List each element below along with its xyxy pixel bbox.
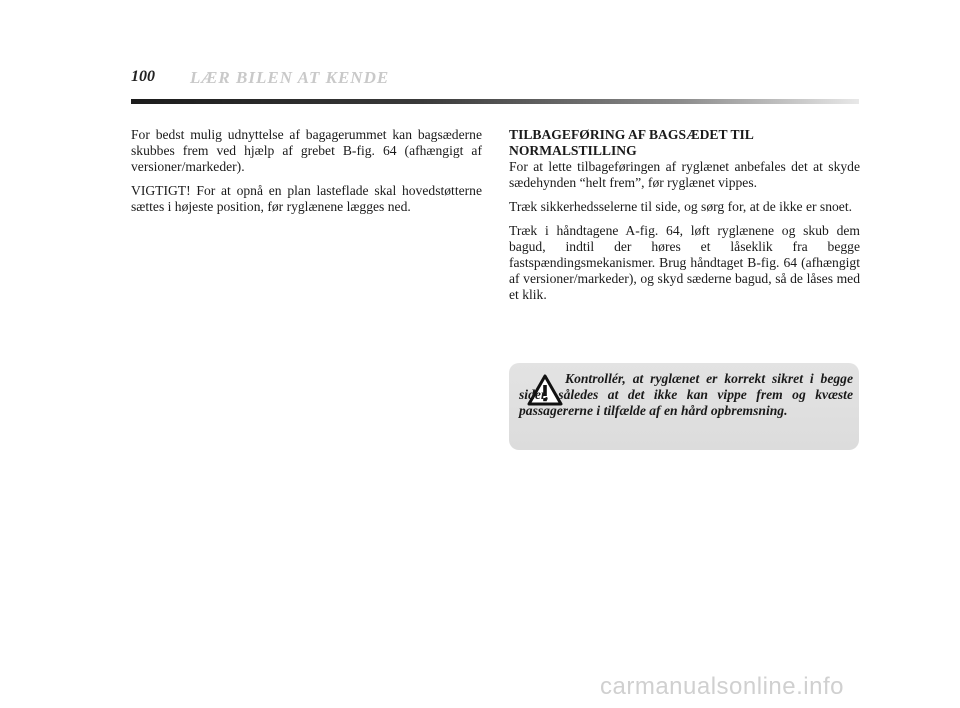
header-rule xyxy=(131,99,859,104)
left-paragraph-2: VIGTIGT! For at opnå en plan lasteflade skal hovedstøtterne sættes i højeste position, før ryglænene lægges ned. xyxy=(131,183,482,214)
running-title: LÆR BILEN AT KENDE xyxy=(190,68,390,87)
warning-text: Kontrollér, at ryglænet er korrekt sikret i begge sider, således at det ikke kan vippe frem og kvæste passagererne i tilfælde af en hård opbremsning. xyxy=(519,371,853,418)
right-paragraph-2: Træk sikkerhedsselerne til side, og sørg for, at de ikke er snoet. xyxy=(509,199,853,214)
right-paragraph-1: For at lette tilbageføringen af ryglænet anbefales det at skyde sædehynden “helt frem”, før ryglænet vippes. xyxy=(509,159,860,190)
left-column xyxy=(131,127,482,223)
warning-box xyxy=(509,363,859,450)
page-number: 100 xyxy=(131,68,155,85)
right-paragraph-3: Træk i håndtagene A-fig. 64, løft ryglænene og skub dem bagud, indtil der høres et låseklik fra begge fastspændingsmekanismer. Brug håndtaget B-fig. 64 (afhængigt af versioner/markeder), og skyd sæderne bagud, så de låses med et klik. xyxy=(509,223,860,302)
left-paragraph-1: For bedst mulig udnyttelse af bagagerummet kan bagsæderne skubbes frem ved hjælp af grebet B-fig. 64 (afhængigt af versioner/markeder). xyxy=(131,127,482,174)
section-heading-line-2: NORMALSTILLING xyxy=(509,143,637,158)
section-heading xyxy=(509,127,860,159)
watermark: carmanualsonline.info xyxy=(600,673,844,700)
section-heading-line-1: TILBAGEFØRING AF BAGSÆDET TIL xyxy=(509,127,754,142)
right-column xyxy=(509,127,860,311)
